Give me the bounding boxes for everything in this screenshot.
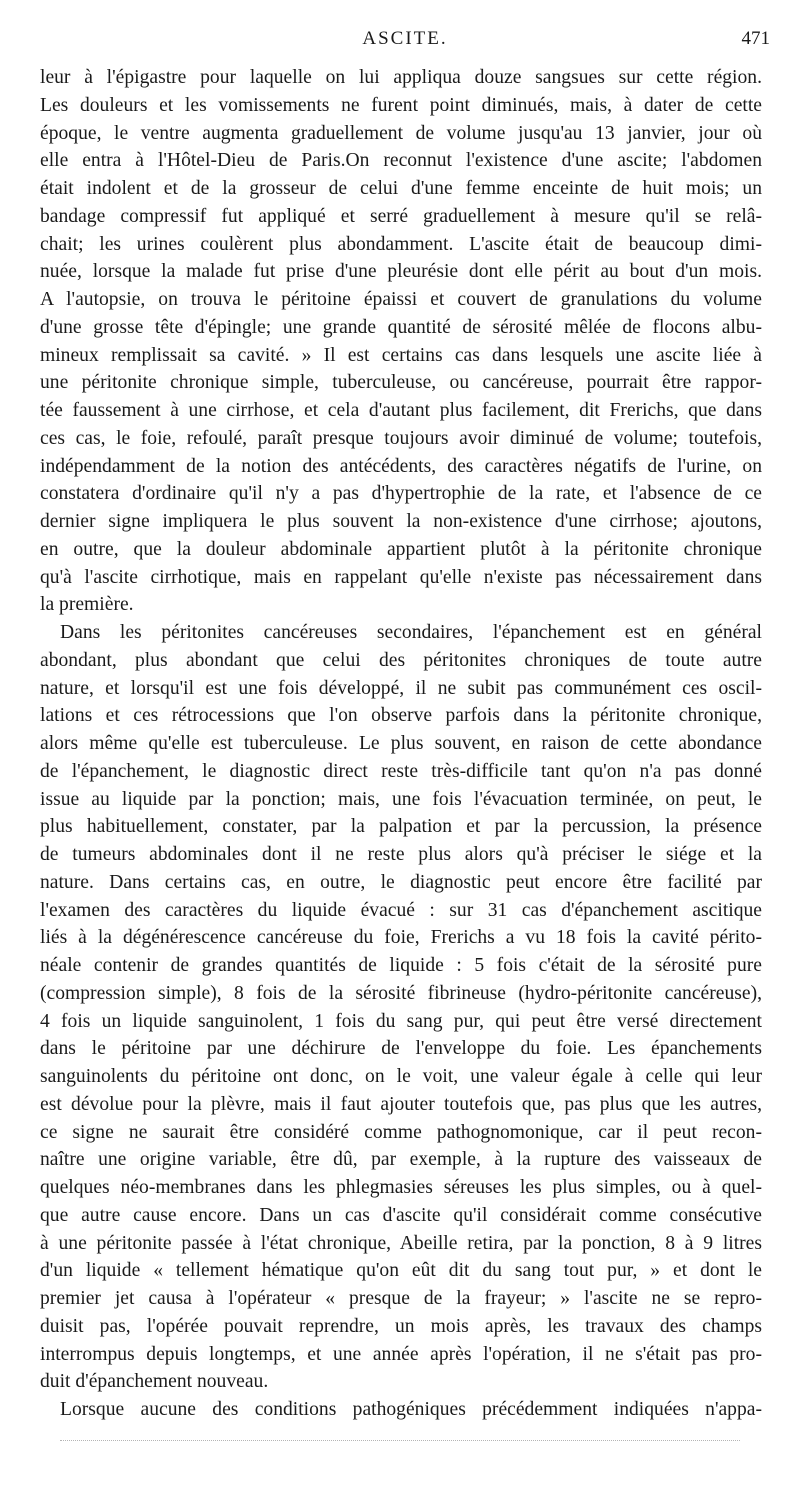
text-line: quelques néo-membranes dans les phlegmasies séreuses les plus simples, ou à quel- [40, 1177, 762, 1198]
text-line: que autre cause encore. Dans un cas d'ascite qu'il considérait comme consécutive [40, 1204, 762, 1226]
text-line: qu'à l'ascite cirrhotique, mais en rappelant qu'elle n'existe pas nécessairement dans [40, 566, 762, 588]
text-line: duisit pas, l'opérée pouvait reprendre, un mois après, les travaux des champs [40, 1315, 762, 1337]
text-line: la première. [40, 594, 134, 616]
text-line: liés à la dégénérescence cancéreuse du foie, Frerichs a vu 18 fois la cavité périto- [40, 927, 762, 949]
text-line: d'une grosse tête d'épingle; une grande quantité de sérosité mêlée de flocons albu- [40, 316, 762, 338]
text-line: de l'épanchement, le diagnostic direct reste très-difficile tant qu'on n'a pas donné [40, 760, 762, 782]
text-line: nature. Dans certains cas, en outre, le diagnostic peut encore être facilité par [40, 871, 762, 893]
text-line: issue au liquide par la ponction; mais, une fois l'évacuation terminée, on peut, le [40, 788, 762, 810]
page-number: 471 [741, 28, 770, 49]
page-header [40, 28, 770, 58]
text-line: elle entra à l'Hôtel-Dieu de Paris.On reconnut l'existence d'une ascite; l'abdomen [40, 150, 762, 172]
text-line: sanguinolents du péritoine ont donc, on le voit, une valeur égale à celle qui leur [40, 1066, 762, 1087]
text-line: tée faussement à une cirrhose, et cela d'autant plus facilement, dit Frerichs, que dans [40, 400, 762, 421]
text-line: est dévolue pour la plèvre, mais il faut ajouter toutefois que, pas plus que les autres, [40, 1093, 762, 1115]
text-line: était indolent et de la grosseur de celui d'une femme enceinte de huit mois; un [40, 178, 762, 199]
text-line: abondant, plus abondant que celui des péritonites chroniques de toute autre [40, 649, 762, 671]
text-line: leur à l'épigastre pour laquelle on lui appliqua douze sangsues sur cette région. [40, 67, 762, 88]
text-line: naître une origine variable, être dû, par exemple, à la rupture des vaisseaux de [40, 1149, 762, 1171]
text-line: Les douleurs et les vomissements ne furent point diminués, mais, à dater de cette [40, 94, 762, 116]
text-line: Lorsque aucune des conditions pathogéniques précédemment indiquées n'appa- [60, 1399, 762, 1420]
text-line: ce signe ne saurait être considéré comme pathognomonique, car il peut recon- [40, 1121, 762, 1143]
text-line: 4 fois un liquide sanguinolent, 1 fois du sang pur, qui peut être versé directement [40, 1010, 762, 1032]
text-line: (compression simple), 8 fois de la sérosité fibrineuse (hydro-péritonite cancéreuse), [40, 982, 762, 1004]
text-line: mineux remplissait sa cavité. » Il est certains cas dans lesquels une ascite liée à [40, 344, 762, 366]
text-line: duit d'épanchement nouveau. [40, 1371, 269, 1393]
text-line: une péritonite chronique simple, tuberculeuse, ou cancéreuse, pourrait être rappor- [40, 372, 762, 394]
text-line: chait; les urines coulèrent plus abondamment. L'ascite était de beaucoup dimi- [40, 233, 762, 255]
text-line: constatera d'ordinaire qu'il n'y a pas d'hypertrophie de la rate, et l'absence de ce [40, 483, 762, 505]
text-line: d'un liquide « tellement hématique qu'on eût dit du sang tout pur, » et dont le [40, 1260, 762, 1282]
text-line: plus habituellement, constater, par la palpation et par la percussion, la présence [40, 816, 762, 838]
text-line: Dans les péritonites cancéreuses secondaires, l'épanchement est en général [60, 622, 762, 643]
bottom-rule [60, 1440, 740, 1442]
text-line: bandage compressif fut appliqué et serré graduellement à mesure qu'il se relâ- [40, 205, 762, 227]
text-line: alors même qu'elle est tuberculeuse. Le plus souvent, en raison de cette abondance [40, 733, 762, 754]
text-line: ces cas, le foie, refoulé, paraît presque toujours avoir diminué de volume; toutefois, [40, 427, 762, 449]
text-line: premier jet causa à l'opérateur « presque de la frayeur; » l'ascite ne se repro- [40, 1288, 762, 1309]
text-line: lations et ces rétrocessions que l'on observe parfois dans la péritonite chronique, [40, 705, 762, 727]
body-text [40, 64, 762, 1424]
text-line: dernier signe impliquera le plus souvent la non-existence d'une cirrhose; ajoutons, [40, 511, 762, 532]
text-line: nuée, lorsque la malade fut prise d'une pleurésie dont elle périt au bout d'un mois. [40, 261, 762, 283]
text-line: néale contenir de grandes quantités de liquide : 5 fois c'était de la sérosité pure [40, 955, 762, 976]
text-line: nature, et lorsqu'il est une fois développé, il ne subit pas communément ces oscil- [40, 677, 762, 699]
text-line: A l'autopsie, on trouva le péritoine épaissi et couvert de granulations du volume [40, 289, 762, 310]
text-line: de tumeurs abdominales dont il ne reste plus alors qu'à préciser le siége et la [40, 844, 762, 865]
running-head: ASCITE. [362, 28, 448, 49]
text-line: à une péritonite passée à l'état chronique, Abeille retira, par la ponction, 8 à 9 litres [40, 1232, 762, 1254]
text-line: l'examen des caractères du liquide évacué : sur 31 cas d'épanchement ascitique [40, 899, 762, 921]
text-line: interrompus depuis longtemps, et une année après l'opération, il ne s'était pas pro- [40, 1343, 762, 1365]
text-line: époque, le ventre augmenta graduellement de volume jusqu'au 13 janvier, jour où [40, 122, 762, 144]
text-line: indépendamment de la notion des antécédents, des caractères négatifs de l'urine, on [40, 455, 762, 477]
text-line: en outre, que la douleur abdominale appartient plutôt à la péritonite chronique [40, 538, 762, 560]
text-line: dans le péritoine par une déchirure de l'enveloppe du foie. Les épanchements [40, 1038, 762, 1060]
